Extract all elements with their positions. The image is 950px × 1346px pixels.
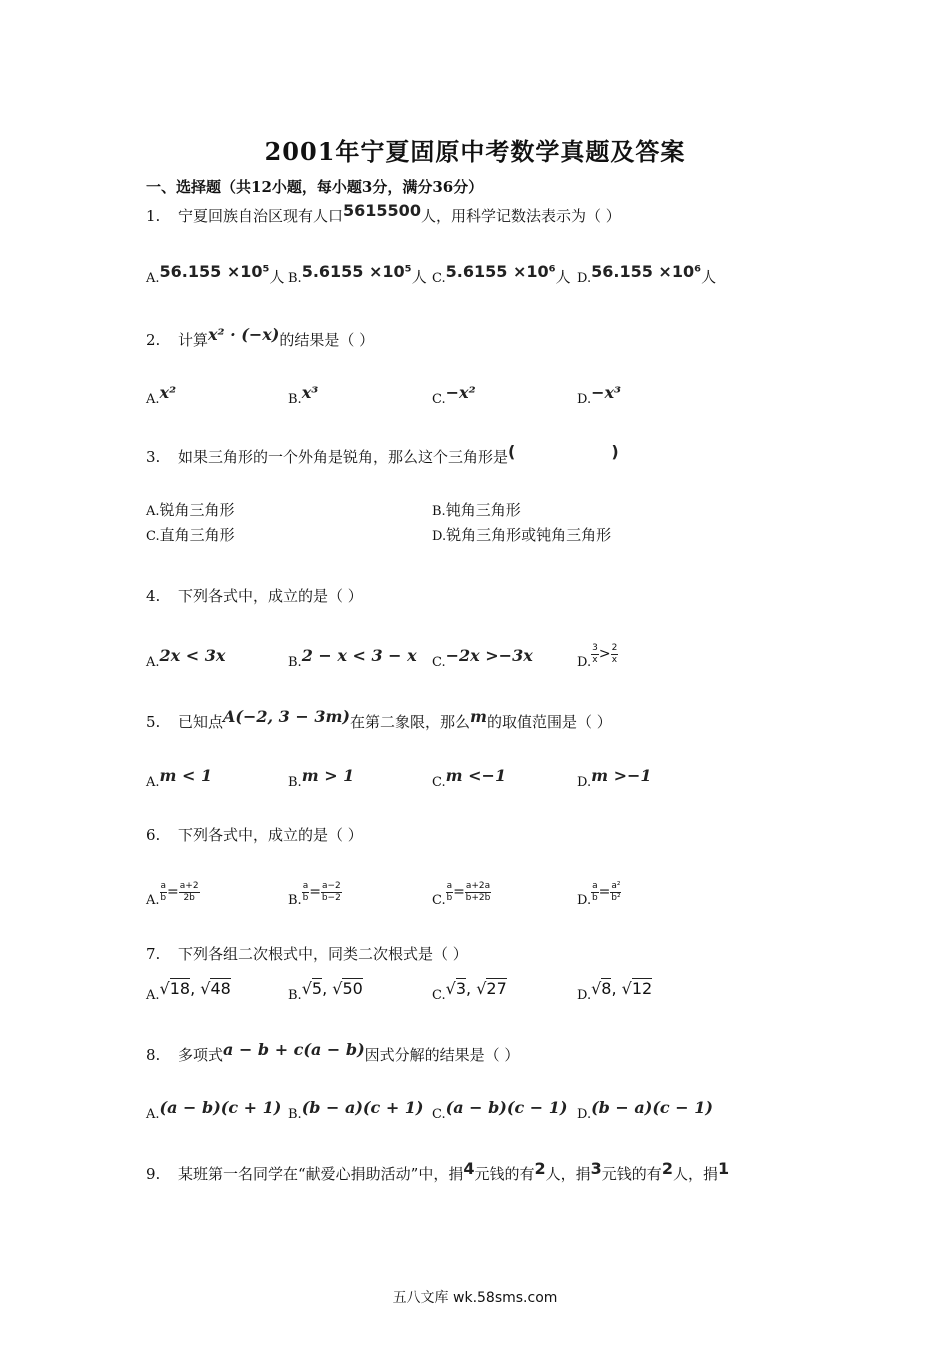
denominator: x [592, 655, 598, 665]
option-label: D. [577, 271, 592, 286]
option-label: C. [432, 893, 446, 908]
question-text: 的取值范围是（ ） [486, 713, 612, 731]
option-unit: 人 [555, 268, 571, 286]
option-b [288, 1098, 424, 1122]
math-expression: m >−1 [591, 766, 652, 785]
option-label: B. [288, 392, 302, 407]
option-label: B. [432, 504, 446, 519]
option-label: C. [432, 775, 446, 790]
math-expression: (b − a)(c − 1) [591, 1098, 713, 1117]
option-d [432, 524, 611, 545]
question-number: 6. [146, 826, 161, 844]
option-d [577, 1098, 713, 1122]
question-text: 已知点 [178, 713, 224, 731]
option-a [146, 499, 235, 520]
equals-sign: = [309, 884, 321, 900]
option-label: B. [288, 893, 302, 908]
option-b [288, 383, 319, 407]
question-number: 3. [146, 448, 161, 466]
question-text: 下列各式中，成立的是（ ） [178, 587, 363, 605]
math-expression: m [470, 707, 487, 726]
math-expression: −x³ [591, 383, 622, 402]
question-text: 计算 [178, 331, 209, 349]
option-label: C. [432, 271, 446, 286]
math-number: 3 [590, 1159, 602, 1178]
math-expression: m < 1 [159, 766, 213, 785]
option-label: D. [577, 1107, 592, 1122]
option-label: A. [146, 271, 160, 286]
question-4 [146, 585, 363, 606]
equals-sign: = [167, 884, 179, 900]
question-text: 某班第一名同学在“献爱心捐助活动”中，捐 [178, 1165, 464, 1183]
radicand: 27 [486, 979, 507, 998]
question-number: 7. [146, 945, 161, 963]
equals-sign: = [453, 884, 465, 900]
radicand: 5 [311, 979, 323, 998]
question-number: 8. [146, 1046, 161, 1064]
option-d [577, 766, 652, 790]
option-d [577, 979, 653, 1003]
square-root: √18 [159, 979, 191, 998]
fraction [160, 881, 168, 904]
option-b [432, 499, 521, 520]
comma: , [322, 979, 333, 998]
square-root: √50 [332, 979, 363, 998]
comma: , [190, 979, 201, 998]
square-root: √8 [591, 979, 612, 998]
radicand: 3 [455, 979, 467, 998]
option-a [146, 766, 213, 790]
option-b [288, 646, 417, 670]
fraction [321, 881, 342, 904]
denominator: b [446, 893, 453, 903]
option-c [432, 1098, 568, 1122]
option-label: A. [146, 655, 160, 670]
math-expression: x² [159, 383, 177, 402]
question-text: 元钱的有 [474, 1165, 535, 1183]
square-root: √3 [445, 979, 467, 998]
math-expression: (b − a)(c + 1) [301, 1098, 424, 1117]
option-label: A. [146, 988, 160, 1003]
question-5 [146, 707, 612, 732]
option-label: D. [577, 988, 592, 1003]
fraction [591, 643, 599, 666]
option-a [146, 262, 285, 287]
option-a [146, 979, 231, 1003]
math-expression: m <−1 [445, 766, 507, 785]
question-text: 的结果是（ ） [279, 331, 375, 349]
denominator: b [302, 893, 309, 903]
numerator: a+2a [465, 881, 491, 891]
option-text: 锐角三角形 [159, 501, 235, 519]
question-2 [146, 325, 375, 350]
question-3 [146, 442, 619, 467]
option-label: B. [288, 1107, 302, 1122]
question-number: 5. [146, 713, 161, 731]
fraction [591, 881, 599, 904]
option-label: C. [146, 529, 160, 544]
option-c [432, 262, 571, 287]
option-a [146, 383, 177, 407]
option-d [577, 881, 621, 912]
option-a [146, 646, 226, 670]
question-text: 在第二象限，那么 [350, 713, 471, 731]
question-text: 下列各式中，成立的是（ ） [178, 826, 363, 844]
option-label: D. [577, 893, 592, 908]
math-expression: 5.6155 ×10⁵ [301, 262, 412, 281]
operator: > [598, 646, 611, 662]
square-root: √27 [476, 979, 507, 998]
option-label: B. [288, 271, 302, 286]
denominator: 2b [183, 893, 195, 903]
math-expression: x³ [301, 383, 319, 402]
option-c [432, 766, 507, 790]
math-expression: A(−2, 3 − 3m) [223, 707, 350, 726]
option-d [577, 383, 622, 407]
square-root: √12 [621, 979, 653, 998]
question-text: 下列各组二次根式中，同类二次根式是（ ） [178, 945, 468, 963]
radicand: 18 [169, 979, 191, 998]
radicand: 12 [631, 979, 653, 998]
fraction [446, 881, 454, 904]
radicand: 8 [601, 979, 612, 998]
option-label: B. [288, 988, 302, 1003]
question-7 [146, 943, 468, 964]
denominator: b+2b [465, 893, 491, 903]
math-number: 4 [463, 1159, 475, 1178]
square-root: √5 [301, 979, 323, 998]
fraction [611, 643, 619, 666]
math-expression: 5.6155 ×10⁶ [445, 262, 556, 281]
question-number: 1. [146, 207, 161, 225]
numerator: a [592, 881, 598, 891]
question-number: 2. [146, 331, 161, 349]
math-expression: (a − b)(c − 1) [445, 1098, 568, 1117]
question-text: 如果三角形的一个外角是锐角，那么这个三角形是 [178, 448, 509, 466]
option-d [577, 643, 618, 674]
question-text: 因式分解的结果是（ ） [364, 1046, 520, 1064]
math-expression: m > 1 [301, 766, 355, 785]
denominator: b−2 [321, 893, 341, 903]
math-expression: x² · (−x) [208, 325, 280, 344]
radicand: 50 [342, 979, 363, 998]
question-text: 宁夏回族自治区现有人口 [178, 207, 344, 225]
option-c [432, 383, 476, 407]
math-expression: (a − b)(c + 1) [159, 1098, 282, 1117]
section-heading: 一、选择题（共12小题，每小题3分，满分36分） [146, 178, 484, 196]
fraction [465, 881, 491, 904]
numerator: a [446, 881, 453, 891]
option-c [146, 524, 235, 545]
option-label: A. [146, 775, 160, 790]
option-text: 钝角三角形 [445, 501, 521, 519]
option-label: C. [432, 1107, 446, 1122]
paren-right: ) [611, 442, 619, 461]
math-expression: −2x >−3x [445, 646, 533, 665]
option-b [288, 881, 342, 912]
option-a [146, 881, 200, 912]
option-c [432, 646, 533, 670]
math-number: 2 [534, 1159, 546, 1178]
option-label: C. [432, 392, 446, 407]
option-label: A. [146, 1107, 160, 1122]
math-number: 1 [717, 1159, 730, 1178]
option-b [288, 766, 355, 790]
math-expression: −x² [445, 383, 476, 402]
question-number: 9. [146, 1165, 161, 1183]
numerator: a−2 [321, 881, 341, 891]
question-8 [146, 1040, 520, 1065]
option-unit: 人 [269, 268, 285, 286]
math-expression: a − b + c(a − b) [223, 1040, 365, 1059]
question-6 [146, 824, 363, 845]
option-label: D. [577, 775, 592, 790]
math-expression: 56.155 ×10⁵ [159, 262, 270, 281]
numerator: a [160, 881, 167, 891]
option-label: A. [146, 504, 160, 519]
numerator: a [302, 881, 309, 891]
math-number: 2 [661, 1159, 673, 1178]
footer-watermark: 五八文库 wk.58sms.com [392, 1290, 558, 1306]
option-label: D. [577, 392, 592, 407]
option-label: C. [432, 988, 446, 1003]
denominator: b [160, 893, 167, 903]
option-a [146, 1098, 282, 1122]
option-b [288, 979, 363, 1003]
question-9 [146, 1159, 730, 1184]
question-text: 元钱的有 [601, 1165, 662, 1183]
comma: , [611, 979, 622, 998]
option-label: B. [288, 655, 302, 670]
option-unit: 人 [701, 268, 717, 286]
option-text: 锐角三角形或钝角三角形 [446, 526, 612, 544]
numerator: a+2 [179, 881, 199, 891]
option-label: B. [288, 775, 302, 790]
page-title: 2001年宁夏固原中考数学真题及答案 [264, 137, 686, 166]
fraction [610, 881, 621, 904]
question-text: 多项式 [178, 1046, 224, 1064]
math-expression: 5615500 [343, 201, 421, 220]
denominator: b [591, 893, 598, 903]
option-label: C. [432, 655, 446, 670]
numerator: 2 [611, 643, 618, 653]
option-label: A. [146, 392, 160, 407]
question-text: 人，捐 [545, 1165, 591, 1183]
question-text: 人，用科学记数法表示为（ ） [420, 207, 621, 225]
question-number: 4. [146, 587, 161, 605]
radicand: 48 [210, 979, 231, 998]
numerator: a² [611, 881, 621, 891]
math-expression: 2 − x < 3 − x [301, 646, 417, 665]
equals-sign: = [598, 884, 611, 900]
paren-left: ( [508, 442, 516, 461]
option-label: D. [432, 529, 447, 544]
comma: , [466, 979, 477, 998]
denominator: x [611, 655, 618, 665]
square-root: √48 [200, 979, 231, 998]
option-c [432, 979, 507, 1003]
numerator: 3 [592, 643, 598, 653]
denominator: b² [611, 893, 621, 903]
question-1 [146, 201, 621, 226]
option-unit: 人 [411, 268, 427, 286]
option-text: 直角三角形 [159, 526, 235, 544]
option-c [432, 881, 491, 912]
option-d [577, 262, 717, 287]
question-text: 人，捐 [672, 1165, 718, 1183]
fraction [179, 881, 200, 904]
option-label: D. [577, 655, 592, 670]
option-b [288, 262, 427, 287]
math-expression: 56.155 ×10⁶ [591, 262, 702, 281]
option-label: A. [146, 893, 160, 908]
math-expression: 2x < 3x [159, 646, 226, 665]
